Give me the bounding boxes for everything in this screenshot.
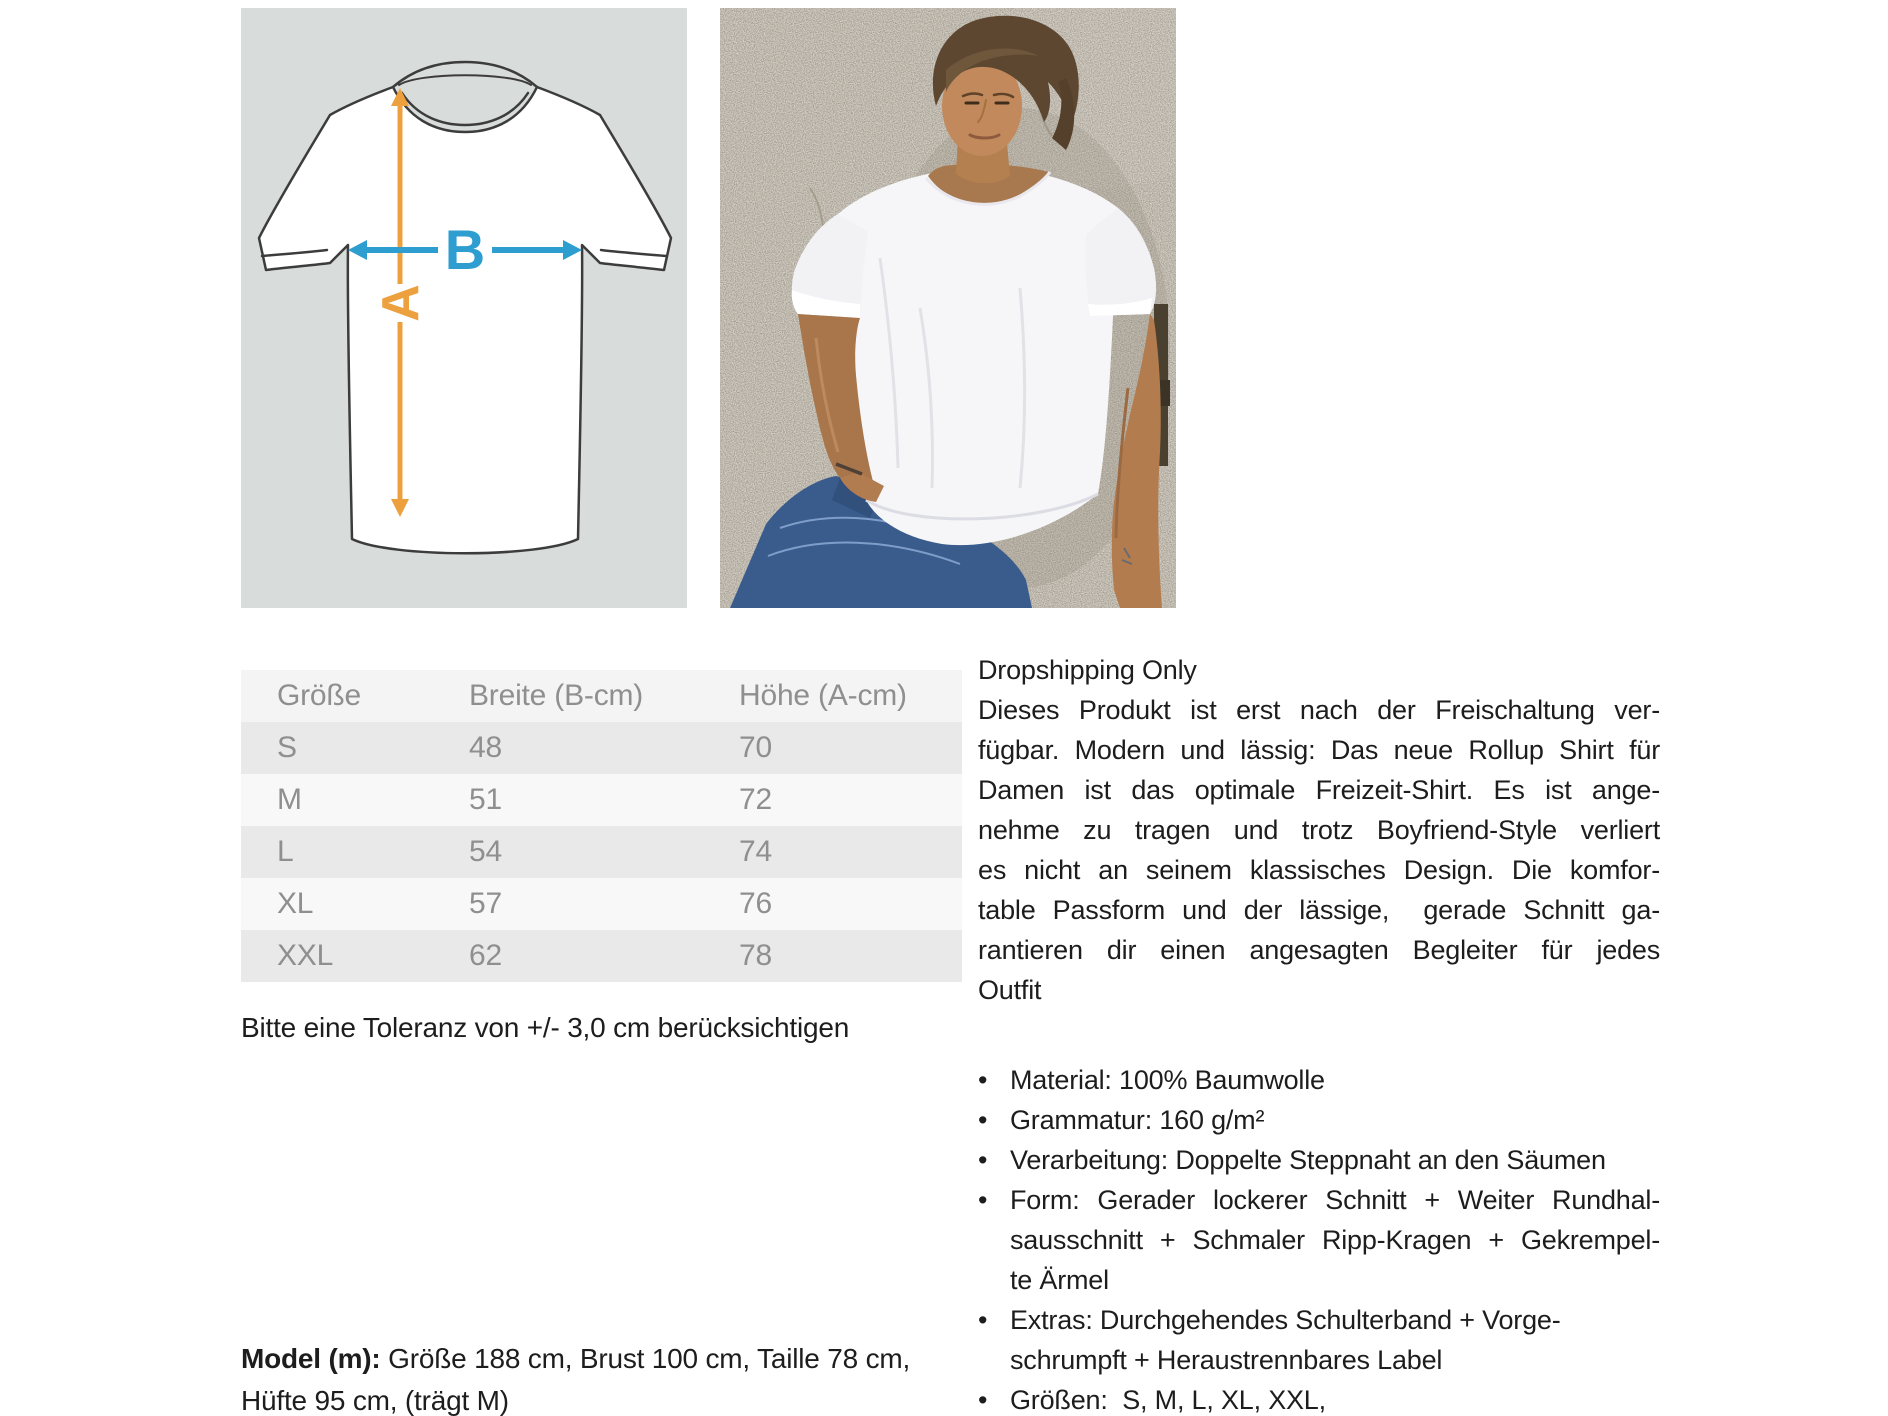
list-item: • Form: Gerader lockerer Schnitt + Weiter Rundhal- — [978, 1180, 1660, 1220]
cell: M — [277, 783, 302, 816]
cell: 70 — [739, 731, 772, 764]
description-line: fügbar. Modern und lässig: Das neue Rollup Shirt für — [978, 735, 1660, 765]
cell: 57 — [469, 887, 502, 920]
tshirt-measurement-diagram — [241, 8, 687, 608]
cell: 78 — [739, 939, 772, 972]
cell: L — [277, 835, 294, 868]
bullet-icon: • — [978, 1305, 988, 1335]
col-groesse: Größe — [277, 679, 362, 712]
list-item: • Grammatur: 160 g/m² — [978, 1100, 1660, 1140]
product-description — [978, 650, 1660, 1416]
description-line: es nicht an seinem klassisches Design. Die komfor- — [978, 855, 1660, 885]
label-a: A — [372, 284, 430, 322]
list-item: • Größen: S, M, L, XL, XXL, — [978, 1380, 1660, 1416]
label-b: B — [444, 218, 486, 281]
model-line2: Hüfte 95 cm, (trägt M) — [241, 1385, 509, 1416]
model-line1: Größe 188 cm, Brust 100 cm, Taille 78 cm, — [388, 1343, 911, 1374]
model-label: Model (m): — [241, 1343, 381, 1374]
description-line: nehme zu tragen und trotz Boyfriend-Style verliert — [978, 815, 1660, 845]
list-item-continuation: sausschnitt + Schmaler Ripp-Kragen + Gekrempel- — [1010, 1225, 1660, 1255]
list-item-continuation: schrumpft + Heraustrennbares Label — [1010, 1345, 1443, 1375]
table-row-xl — [241, 878, 962, 930]
description-line: table Passform und der lässige, gerade Schnitt ga- — [978, 895, 1660, 925]
tolerance-note: Bitte eine Toleranz von +/- 3,0 cm berücksichtigen — [241, 1012, 850, 1043]
cell: 74 — [739, 835, 772, 868]
list-item: • Verarbeitung: Doppelte Steppnaht an den Säumen — [978, 1140, 1660, 1180]
description-line: Damen ist das optimale Freizeit-Shirt. Es ist ange- — [978, 775, 1660, 805]
cell: 51 — [469, 783, 502, 816]
size-table — [241, 670, 962, 982]
bullet-icon: • — [978, 1385, 988, 1415]
col-hoehe: Höhe (A-cm) — [739, 679, 907, 712]
cell: S — [277, 731, 297, 764]
bullet-icon: • — [978, 1105, 988, 1135]
list-item: • Extras: Durchgehendes Schulterband + Vorge- — [978, 1300, 1660, 1340]
bullet-icon: • — [978, 1145, 988, 1175]
table-row-s — [241, 722, 962, 774]
cell: XL — [277, 887, 314, 920]
bullet-icon: • — [978, 1065, 988, 1095]
cell: 72 — [739, 783, 772, 816]
bullet-icon: • — [978, 1185, 988, 1215]
cell: XXL — [277, 939, 334, 972]
table-row-l — [241, 826, 962, 878]
table-row-m — [241, 774, 962, 826]
list-item: • Material: 100% Baumwolle — [978, 1060, 1660, 1100]
size-table-header — [241, 670, 962, 722]
list-item-continuation: te Ärmel — [1010, 1265, 1109, 1295]
col-breite: Breite (B-cm) — [469, 679, 644, 712]
model-photo — [720, 8, 1176, 608]
description-line: rantieren dir einen angesagten Begleiter für jedes — [978, 935, 1660, 965]
model-measurements — [241, 1338, 1001, 1416]
feature-list — [978, 1060, 1660, 1416]
table-row-xxl — [241, 930, 962, 982]
cell: 48 — [469, 731, 502, 764]
cell: 62 — [469, 939, 502, 972]
description-line: Outfit — [978, 975, 1042, 1005]
description-title: Dropshipping Only — [978, 655, 1197, 685]
cell: 76 — [739, 887, 772, 920]
description-line: Dieses Produkt ist erst nach der Freischaltung ver- — [978, 695, 1660, 725]
cell: 54 — [469, 835, 502, 868]
